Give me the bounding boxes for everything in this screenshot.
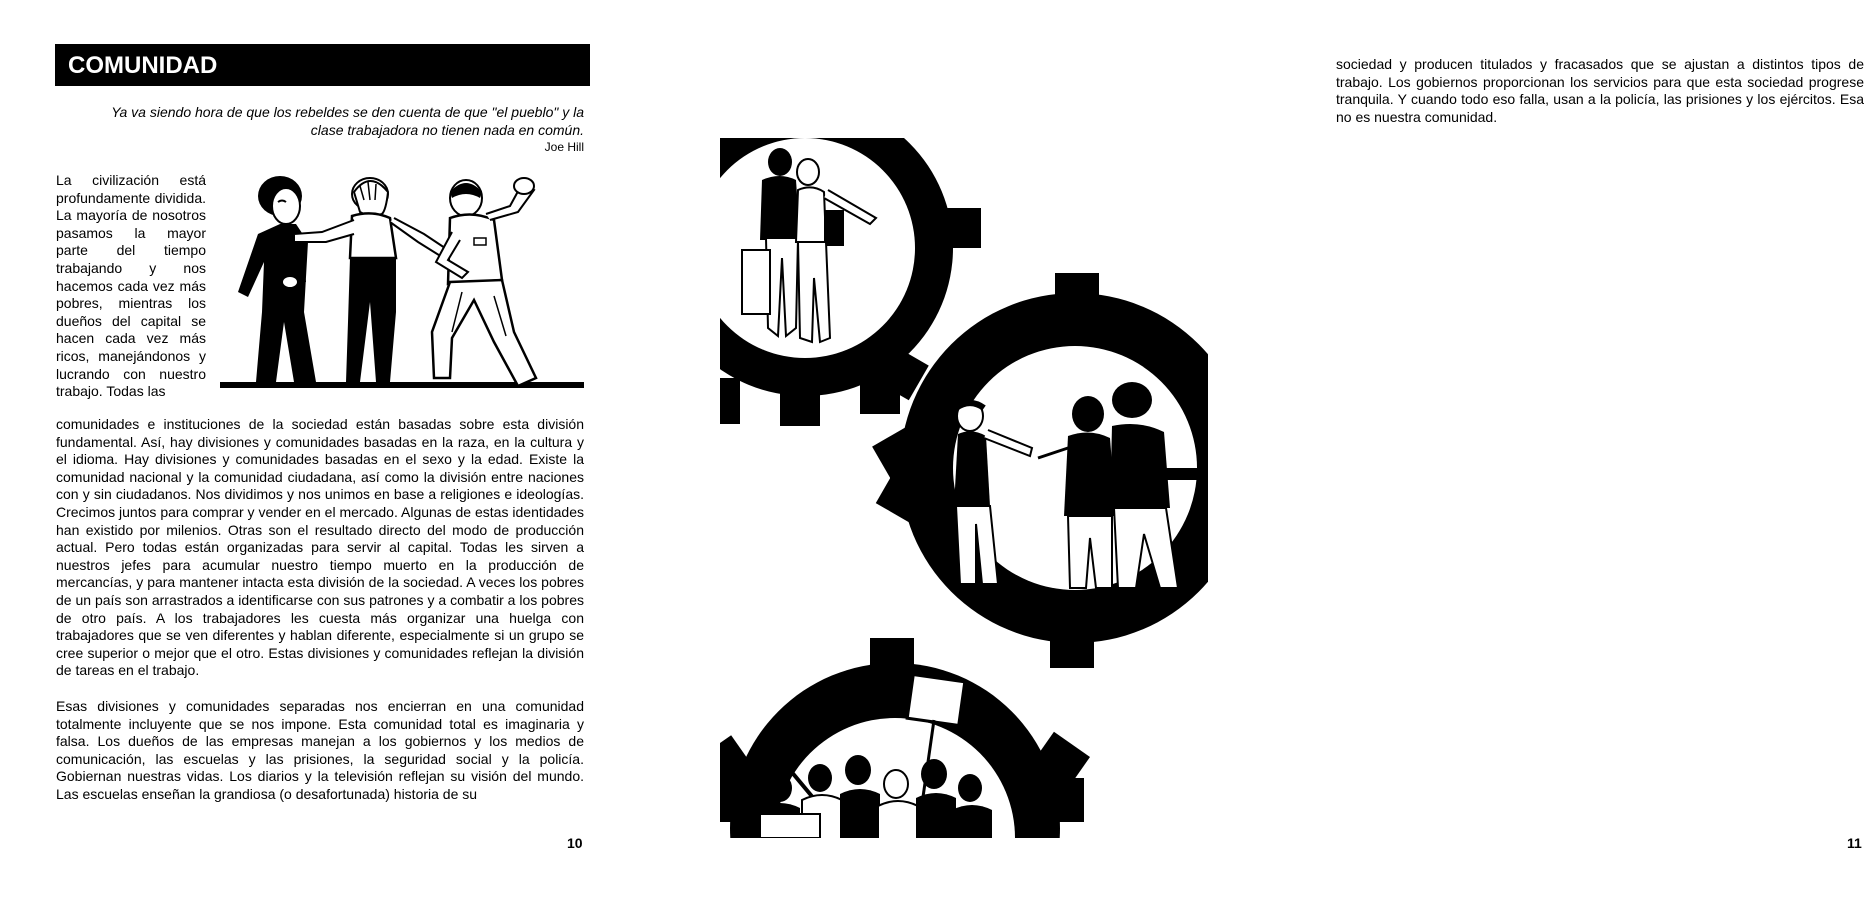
gears-illustration	[720, 138, 1208, 838]
paragraph-1-continued: comunidades e instituciones de la sociedad están basadas sobre esta división fundamental. Así, hay divisiones y comunidades basadas en la raza, en la cultura y el idioma. Hay divisiones y comunidades basadas en el sexo y la edad. Existe la comunidad nacional y la comunidad ciudadana, así como la división entre naciones con y sin ciudadanos. Nos dividimos y nos unimos en base a religiones e ideologías. Crecimos juntos para comprar y vender en el mercado. Algunas de estas identidades han existido por milenios. Otras son el resultado directo del modo de producción actual. Pero todas están organizadas para servir al capital. Todas les sirven a nuestros jefes para acumular nuestro tiempo muerto en la producción de mercancías, y para mantener intacta esta división de la sociedad. A veces los pobres de un país son arrastrados a identificarse con sus patrones y a combatir a los pobres de otro país. A los trabajadores les cuesta más organizar una huelga con trabajadores que se ven diferentes y hablan diferente, especialmente si un grupo se cree superior o mejor que el otro. Estas divisiones y comunidades reflejan la división de tareas en el trabajo.	[56, 416, 584, 679]
left-page	[0, 0, 640, 905]
people-arguing-illustration	[218, 172, 586, 410]
page-number-right: 11	[1847, 835, 1862, 851]
full-width-text-column	[56, 416, 584, 803]
man-dark-sweater-figure	[238, 176, 316, 382]
woman-figure	[294, 178, 454, 382]
paragraph-2: Esas divisiones y comunidades separadas nos encierran en una comunidad totalmente incluyente que se nos impone. Esta comunidad total es imaginaria y falsa. Los dueños de las empresas manejan a los gobiernos y los medios de comunicación, las escuelas y las prisiones, la seguridad social y la policía. Gobiernan nuestras vidas. Los diarios y la televisión reflejan su visión del mundo. Las escuelas enseñan la grandiosa (o desafortunada) historia de su	[56, 697, 584, 802]
epigraph-line-1: Ya va siendo hora de que los rebeldes se den cuenta de que "el pueblo" y la	[111, 104, 584, 120]
section-title: COMUNIDAD	[55, 44, 590, 86]
epigraph-quote	[56, 103, 584, 139]
man-shirt-figure	[432, 178, 536, 386]
ground-line	[220, 382, 584, 388]
page-number-left: 10	[567, 835, 583, 851]
right-paragraph: sociedad y producen titulados y fracasados que se ajustan a distintos tipos de trabajo. Los gobiernos proporcionan los servicios para que esta sociedad progrese tranquila. Y cuando todo eso falla, usan a la policía, las prisiones y los ejércitos. Esa no es nuestra comunidad.	[1336, 56, 1864, 125]
paragraph-1-wrapped: La civilización está profundamente dividida. La mayoría de nosotros pasamos la mayor parte del tiempo trabajando y nos hacemos cada vez más pobres, mientras los dueños del capital se hacen cada vez más ricos, manejándonos y lucrando con nuestro trabajo. Todas las	[56, 172, 206, 400]
epigraph-author: Joe Hill	[544, 140, 584, 154]
epigraph-line-2: clase trabajadora no tienen nada en común.	[310, 122, 584, 138]
